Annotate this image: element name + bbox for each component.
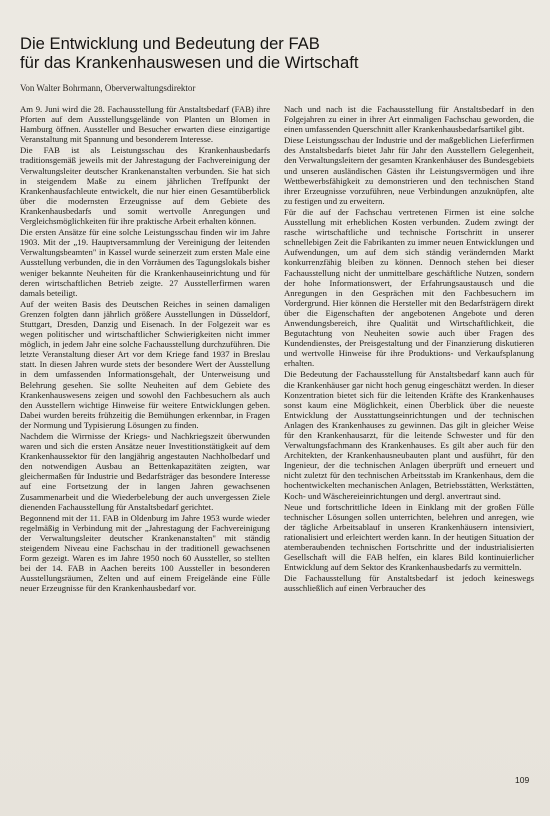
paragraph: Am 9. Juni wird die 28. Fachausstellung für Anstaltsbedarf (FAB) ihre Pforten auf dem Ausstellungsgelände von Planten un Blomen in Hamburg öffnen. Aussteller und Besucher erwarten diese einzigartige Veranstaltung mit Spannung und besonderem Interesse. — [20, 104, 270, 145]
left-column — [20, 104, 270, 794]
article-author: Von Walter Bohrmann, Oberverwaltungsdirektor — [20, 83, 196, 93]
paragraph: Die Bedeutung der Fachausstellung für Anstaltsbedarf kann auch für die Krankenhäuser gar nicht hoch genug eingeschätzt werden. In dieser Konzentration bietet sich für die leitenden Kräfte des Krankenhauses sonst kaum eine Möglichkeit, einen Überblick über die neueste Entwicklung der Ausstattungseinrichtungen und der technischen Anlagen des Krankenhauses zu gewinnen. Das gilt in gleicher Weise für den Krankenhausarzt, für die leitende Schwester und für den Verwaltungsfachmann des Krankenhauses. Es gilt aber auch für den Architekten, der Krankenhausneubauten plant und ausführt, für den Ingenieur, der die technischen Anlagen überprüft und erneuert und nicht zuletzt für den technischen Arbeitsstab im Krankenhaus, dem die hochentwickelten mechanischen Anlagen, Betriebsstätten, Werkstätten, Koch- und Wäschereieinrichtungen und dergl. anvertraut sind. — [284, 369, 534, 501]
paragraph: Die Fachausstellung für Anstaltsbedarf ist jedoch keineswegs ausschließlich auf einen Verbraucher des — [284, 573, 534, 594]
paragraph: Diese Leistungsschau der Industrie und der maßgeblichen Lieferfirmen des Anstaltsbedarfs bietet Jahr für Jahr den Ausstellern Gelegenheit, den Verwaltungsleitern der gesamten Krankenhäuser des Bundesgebiets und unseren ausländischen Gästen ihr Leistungsvermögen und ihre Wettbewerbsfähigkeit zu demonstrieren und den technischen Stand ihrer Erzeugnisse vorzuführen, neue Verbindungen anzuknüpfen, alte zu festigen und zu erweitern. — [284, 135, 534, 206]
article-title — [20, 34, 530, 72]
page-number: 109 — [515, 775, 530, 785]
paragraph: Die FAB ist als Leistungsschau des Krankenhausbedarfs traditionsgemäß jeweils mit der Jahrestagung der Fachvereinigung der Verwaltungsleiter deutscher Krankenanstalten verbunden. Sie hat sich in steigendem Maße zu einem jährlichen Treffpunkt der Krankenhausfachleute entwickelt, die nur hier einen Gesamtüberblick über die modernsten Erzeugnisse auf dem Gebiete des Krankenhausbedarfs und somit wertvolle Anregungen und Vergleichsmöglichkeiten für ihre praktische Arbeit erhalten können. — [20, 145, 270, 227]
paragraph: Die ersten Ansätze für eine solche Leistungsschau finden wir im Jahre 1903. Mit der „19. Hauptversammlung der Vereinigung der leitenden Verwaltungsbeamten" in Kassel wurde seinerzeit zum ersten Male eine Ausstellung verbunden, die in den Vorräumen des Tagungslokals bisher weniger bekannte Neuheiten für die Krankenhauseinrichtung und für deren wirtschaftlichen Betrieb zeigte. 27 Ausstellerfirmen waren damals beteiligt. — [20, 227, 270, 298]
paragraph: Neue und fortschrittliche Ideen in Einklang mit der großen Fülle technischer Lösungen sollen unterrichten, belehren und anregen, wie der tägliche Arbeitsablauf in unseren Krankenhäusern intensiviert, rationalisiert und erleichtert werden kann. In der heutigen Situation der atemberaubenden technischen Fortschritte und der industrialisierten Gesellschaft will die FAB helfen, ein klares Bild kontinuierlicher Entwicklung auf dem Sektor des Krankenhausbedarfs zu vermitteln. — [284, 501, 534, 573]
title-line-1: Die Entwicklung und Bedeutung der FAB — [20, 34, 320, 53]
paragraph: Nach und nach ist die Fachausstellung für Anstaltsbedarf in den Folgejahren zu einer in ihrer Art einmaligen Fachschau geworden, die einen umfassenden Querschnitt aller Krankenhausbedarfsartikel gibt. — [284, 104, 534, 135]
paragraph: Begonnend mit der 11. FAB in Oldenburg im Jahre 1953 wurde wieder regelmäßig in Verbindung mit der „Jahrestagung der Fachvereinigung der Verwaltungsleiter deutscher Krankenanstalten" mit ständig steigendem Niveau eine Fachschau in der traditionell gewachsenen Form gezeigt. Waren es im Jahre 1950 noch 60 Aussteller, so stellten bei der 14. FAB in Aachen bereits 100 Aussteller in besonderen Ausstellungsräumen, Zelten und auf einem Freigelände eine Fülle neuer Erzeugnisse für den Krankenhausbedarf vor. — [20, 512, 270, 594]
paragraph: Für die auf der Fachschau vertretenen Firmen ist eine solche Ausstellung mit erheblichen Kosten verbunden. Zudem zwingt der rasche wirtschaftliche und technische Fortschritt in unserer schnellebigen Zeit die Fabrikanten zu immer neuen Entwicklungen und Aufwendungen, um auf dem sich ständig verändernden Markt konkurrenzfähig bleiben zu können. Dennoch stehen bei dieser Fachausstellung nicht der unmittelbare geschäftliche Nutzen, sondern der hohe Informationswert, der Erfahrungsaustausch und die Anregungen in den Gesprächen mit den Fachbesuchern im Vordergrund. Hier können die Hersteller mit den Bedarfsträgern direkt über die Eigenschaften der angebotenen Angebote und deren Anwendungsbereich, ihre Qualität und Wirtschaftlichkeit, die Begutachtung von Neuheiten sowie auch über Fragen des Kundendienstes, der Preisgestaltung und der Finanzierung diskutieren und wertvolle Hinweise für ihre Produktions- und Verkaufsplanung erhalten. — [284, 206, 534, 369]
right-column — [284, 104, 534, 794]
title-line-2: für das Krankenhauswesen und die Wirtschaft — [20, 53, 359, 72]
paragraph: Nachdem die Wirrnisse der Kriegs- und Nachkriegszeit überwunden waren und sich die ersten Ansätze neuer Investitionstätigkeit auf dem Krankenhaussektor für den langjährig angestauten Nachholbedarf und den notwendigen Ausbau an Bettenkapazitäten zeigten, war gleichermaßen für Industrie und Bedarfsträger das besondere Interesse auf eine Fortsetzung der in langen Jahren gewachsenen Zusammenarbeit und die Wiederbelebung der auch unvergessen Ziele dienenden Fachausstellung für Anstaltsbedarf gerichtet. — [20, 431, 270, 512]
paragraph: Auf der weiten Basis des Deutschen Reiches in seinen damaligen Grenzen folgten dann jährlich größere Ausstellungen in Düsseldorf, Stuttgart, Dresden, Danzig und Eisenach. In der Folgezeit war es wegen politischer und wirtschaftlicher Schwierigkeiten nicht immer möglich, in jedem Jahr eine solche Fachausstellung durchzuführen. Die letzte Veranstaltung dieser Art vor dem Kriege fand 1937 in Breslau statt. In diesen Jahren wurde stets der besondere Wert der Ausstellung in dem umfassenden Informationsgehalt, der Unterweisung und Belehrung gesehen. Sie sollte Neuheiten auf dem Gebiete des Krankenhauswesens zeigen und sowohl den Fachbesuchern als auch den Ausstellern wichtige Hinweise für weitere Entwicklungen geben. Dabei wurden bereits frühzeitig die Bemühungen erkennbar, in Fragen der Normung und Typisierung Lösungen zu finden. — [20, 298, 270, 430]
